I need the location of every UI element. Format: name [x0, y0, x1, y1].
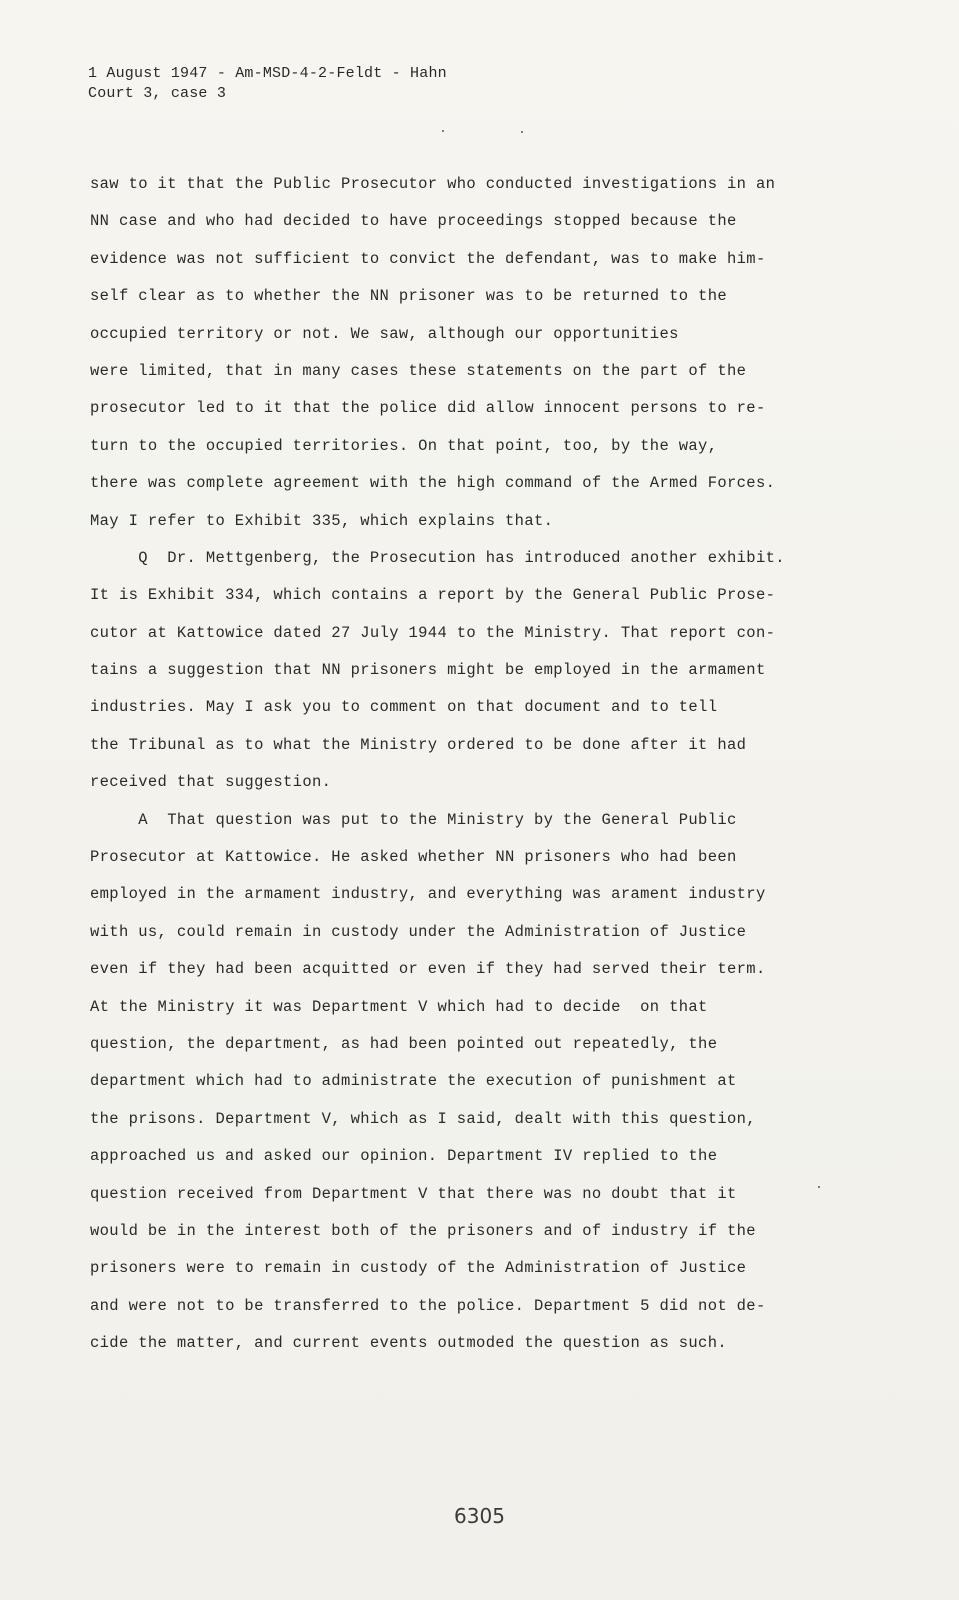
transcript-line: cide the matter, and current events outmoded the question as such.: [90, 1334, 727, 1353]
transcript-line: the Tribunal as to what the Ministry ordered to be done after it had: [90, 735, 747, 754]
transcript-line: industries. May I ask you to comment on that document and to tell: [90, 698, 718, 717]
transcript-line: turn to the occupied territories. On that point, too, by the way,: [90, 436, 718, 455]
transcript-line: the prisons. Department V, which as I said, dealt with this question,: [90, 1109, 756, 1128]
transcript-body: [90, 166, 860, 1363]
transcript-line: occupied territory or not. We saw, although our opportunities: [90, 324, 679, 343]
transcript-line: received that suggestion.: [90, 773, 332, 792]
transcript-line: Prosecutor at Kattowice. He asked whether NN prisoners who had been: [90, 848, 737, 867]
transcript-line: approached us and asked our opinion. Department IV replied to the: [90, 1147, 718, 1166]
scan-speck: [818, 1186, 820, 1188]
transcript-line: question, the department, as had been pointed out repeatedly, the: [90, 1034, 718, 1053]
transcript-line: Q Dr. Mettgenberg, the Prosecution has introduced another exhibit.: [90, 548, 785, 567]
transcript-line: there was complete agreement with the high command of the Armed Forces.: [90, 474, 776, 493]
transcript-line: department which had to administrate the execution of punishment at: [90, 1072, 737, 1091]
transcript-line: question received from Department V that there was no doubt that it: [90, 1184, 737, 1203]
transcript-line: even if they had been acquitted or even if they had served their term.: [90, 960, 766, 979]
transcript-line: were limited, that in many cases these statements on the part of the: [90, 361, 747, 380]
transcript-line: evidence was not sufficient to convict the defendant, was to make him-: [90, 249, 766, 268]
transcript-line: with us, could remain in custody under the Administration of Justice: [90, 922, 747, 941]
page-number: 6305: [454, 1504, 505, 1528]
transcript-line: would be in the interest both of the prisoners and of industry if the: [90, 1221, 756, 1240]
transcript-line: saw to it that the Public Prosecutor who conducted investigations in an: [90, 175, 776, 193]
document-header: [88, 64, 447, 104]
transcript-line: prosecutor led to it that the police did allow innocent persons to re-: [90, 399, 766, 418]
transcript-line: self clear as to whether the NN prisoner was to be returned to the: [90, 287, 727, 306]
transcript-line: tains a suggestion that NN prisoners might be employed in the armament: [90, 661, 766, 680]
transcript-line: cutor at Kattowice dated 27 July 1944 to the Ministry. That report con-: [90, 623, 776, 642]
transcript-line: and were not to be transferred to the police. Department 5 did not de-: [90, 1296, 766, 1315]
transcript-line: employed in the armament industry, and everything was arament industry: [90, 885, 766, 904]
header-court-case: Court 3, case 3: [88, 85, 227, 102]
scan-speck: [442, 130, 444, 132]
transcript-line: It is Exhibit 334, which contains a report by the General Public Prose-: [90, 586, 776, 605]
transcript-line: A That question was put to the Ministry by the General Public: [90, 810, 737, 829]
transcript-line: May I refer to Exhibit 335, which explains that.: [90, 511, 554, 530]
header-date-reference: 1 August 1947 - Am-MSD-4-2-Feldt - Hahn: [88, 65, 447, 82]
scan-speck: [521, 131, 523, 133]
transcript-line: At the Ministry it was Department V which had to decide on that: [90, 997, 708, 1016]
transcript-line: NN case and who had decided to have proceedings stopped because the: [90, 212, 737, 231]
transcript-line: prisoners were to remain in custody of the Administration of Justice: [90, 1259, 747, 1278]
